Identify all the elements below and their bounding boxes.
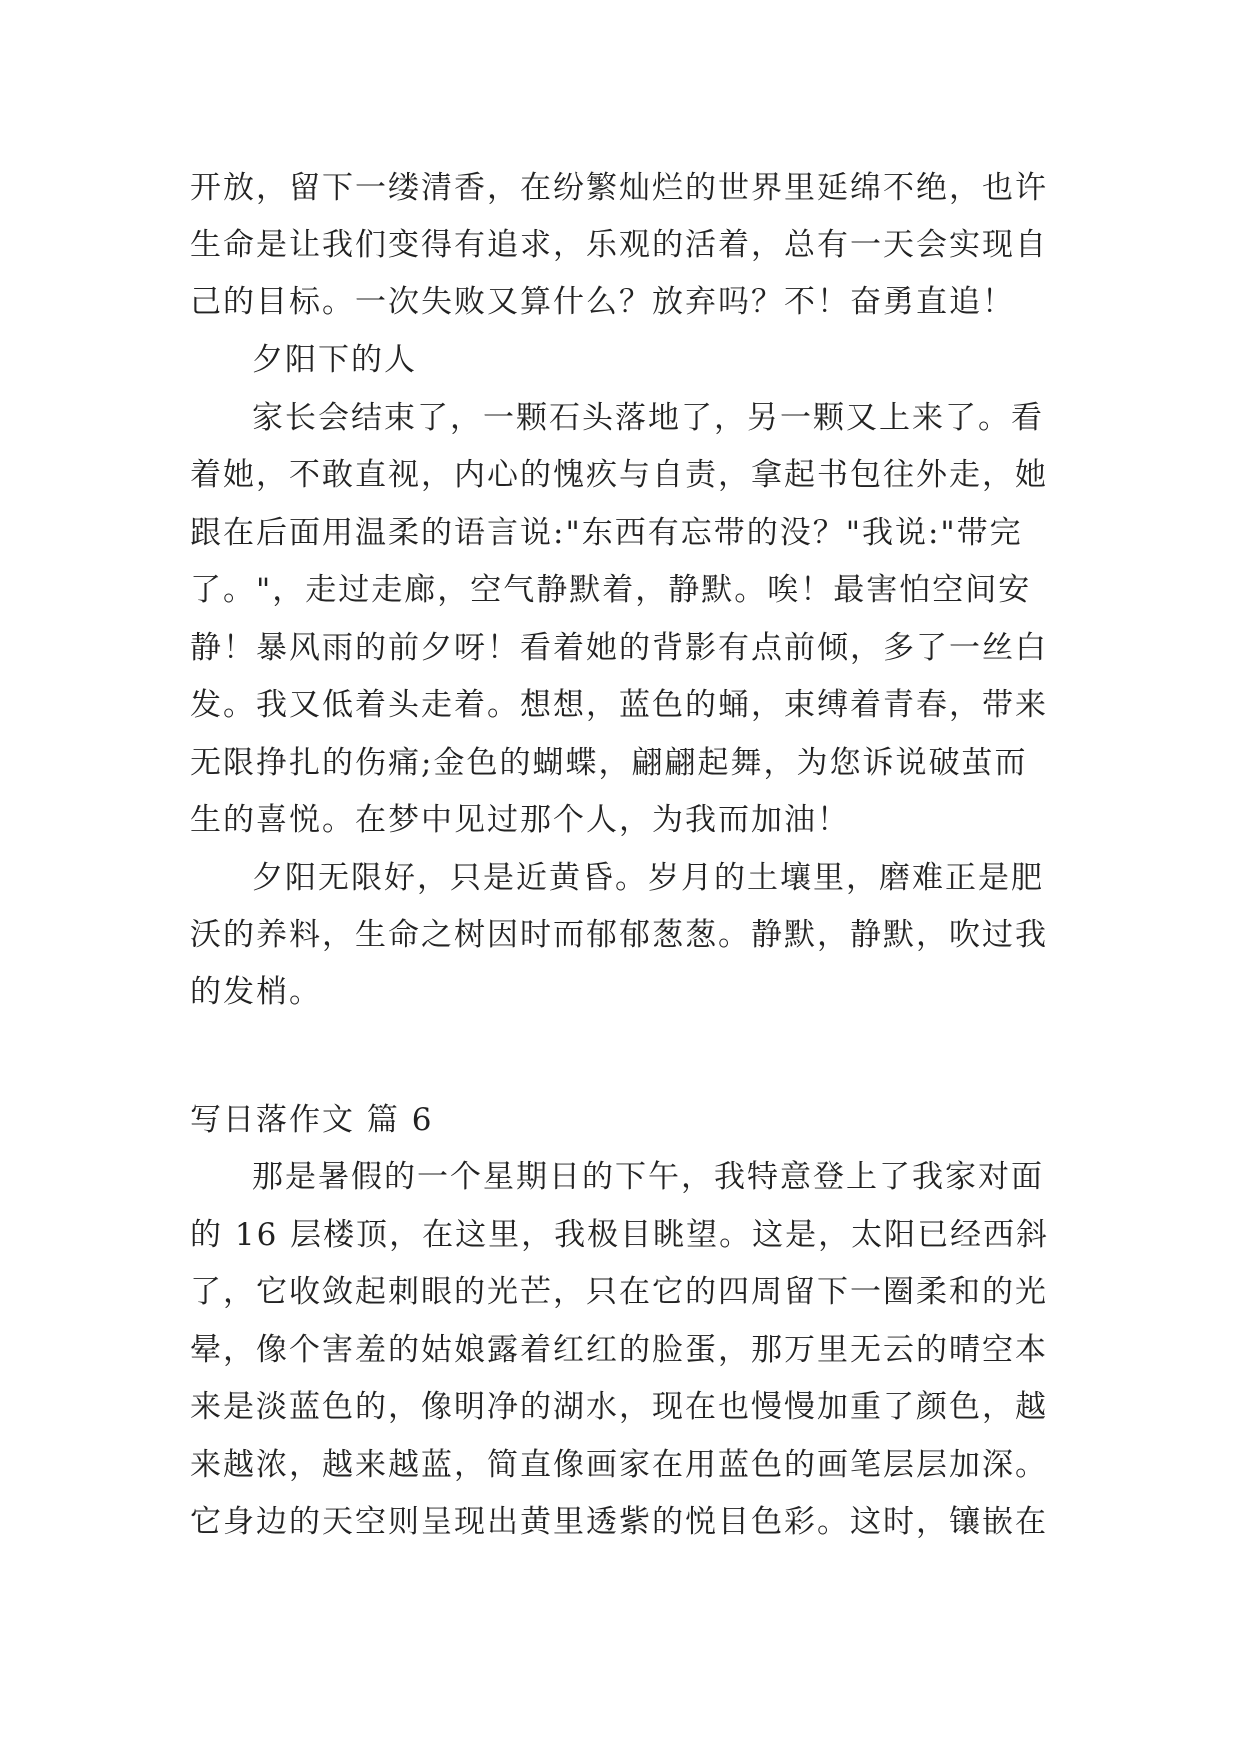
body-text-line: 无限挣扎的伤痛;金色的蝴蝶，翩翩起舞，为您诉说破茧而 — [190, 745, 1028, 781]
section-heading: 写日落作文 篇 6 — [190, 1102, 434, 1138]
body-text-line: 的发梢。 — [190, 974, 322, 1010]
body-text-line: 它身边的天空则呈现出黄里透紫的悦目色彩。这时，镶嵌在 — [190, 1504, 1048, 1540]
body-text-line: 生的喜悦。在梦中见过那个人，为我而加油！ — [190, 802, 850, 838]
body-text-line: 开放，留下一缕清香，在纷繁灿烂的世界里延绵不绝，也许 — [190, 170, 1048, 206]
body-text-line: 夕阳无限好，只是近黄昏。岁月的土壤里，磨难正是肥 — [252, 860, 1044, 896]
body-text-line: 晕，像个害羞的姑娘露着红红的脸蛋，那万里无云的晴空本 — [190, 1332, 1048, 1368]
body-text-line: 来越浓，越来越蓝，简直像画家在用蓝色的画笔层层加深。 — [190, 1447, 1048, 1483]
body-text-line: 来是淡蓝色的，像明净的湖水，现在也慢慢加重了颜色，越 — [190, 1389, 1048, 1425]
body-text-line: 着她，不敢直视，内心的愧疚与自责，拿起书包往外走，她 — [190, 457, 1048, 493]
body-text-line: 发。我又低着头走着。想想，蓝色的蛹，束缚着青春，带来 — [190, 687, 1048, 723]
body-text-line: 静！暴风雨的前夕呀！看着她的背影有点前倾，多了一丝白 — [190, 630, 1048, 666]
body-text-line: 那是暑假的一个星期日的下午，我特意登上了我家对面 — [252, 1159, 1044, 1195]
body-text-line: 了，它收敛起刺眼的光芒，只在它的四周留下一圈柔和的光 — [190, 1274, 1048, 1310]
body-text-line: 生命是让我们变得有追求，乐观的活着，总有一天会实现自 — [190, 227, 1048, 263]
body-text-line: 了。"，走过走廊，空气静默着，静默。唉！最害怕空间安 — [190, 572, 1032, 608]
body-text-line: 的 16 层楼顶，在这里，我极目眺望。这是，太阳已经西斜 — [190, 1217, 1050, 1253]
body-text-line: 家长会结束了，一颗石头落地了，另一颗又上来了。看 — [252, 400, 1044, 436]
section-subtitle: 夕阳下的人 — [252, 342, 417, 378]
body-text-line: 跟在后面用温柔的语言说:"东西有忘带的没？"我说:"带完 — [190, 515, 1023, 551]
body-text-line: 沃的养料，生命之树因时而郁郁葱葱。静默，静默，吹过我 — [190, 917, 1048, 953]
body-text-line: 己的目标。一次失败又算什么？放弃吗？不！奋勇直追！ — [190, 284, 1015, 320]
